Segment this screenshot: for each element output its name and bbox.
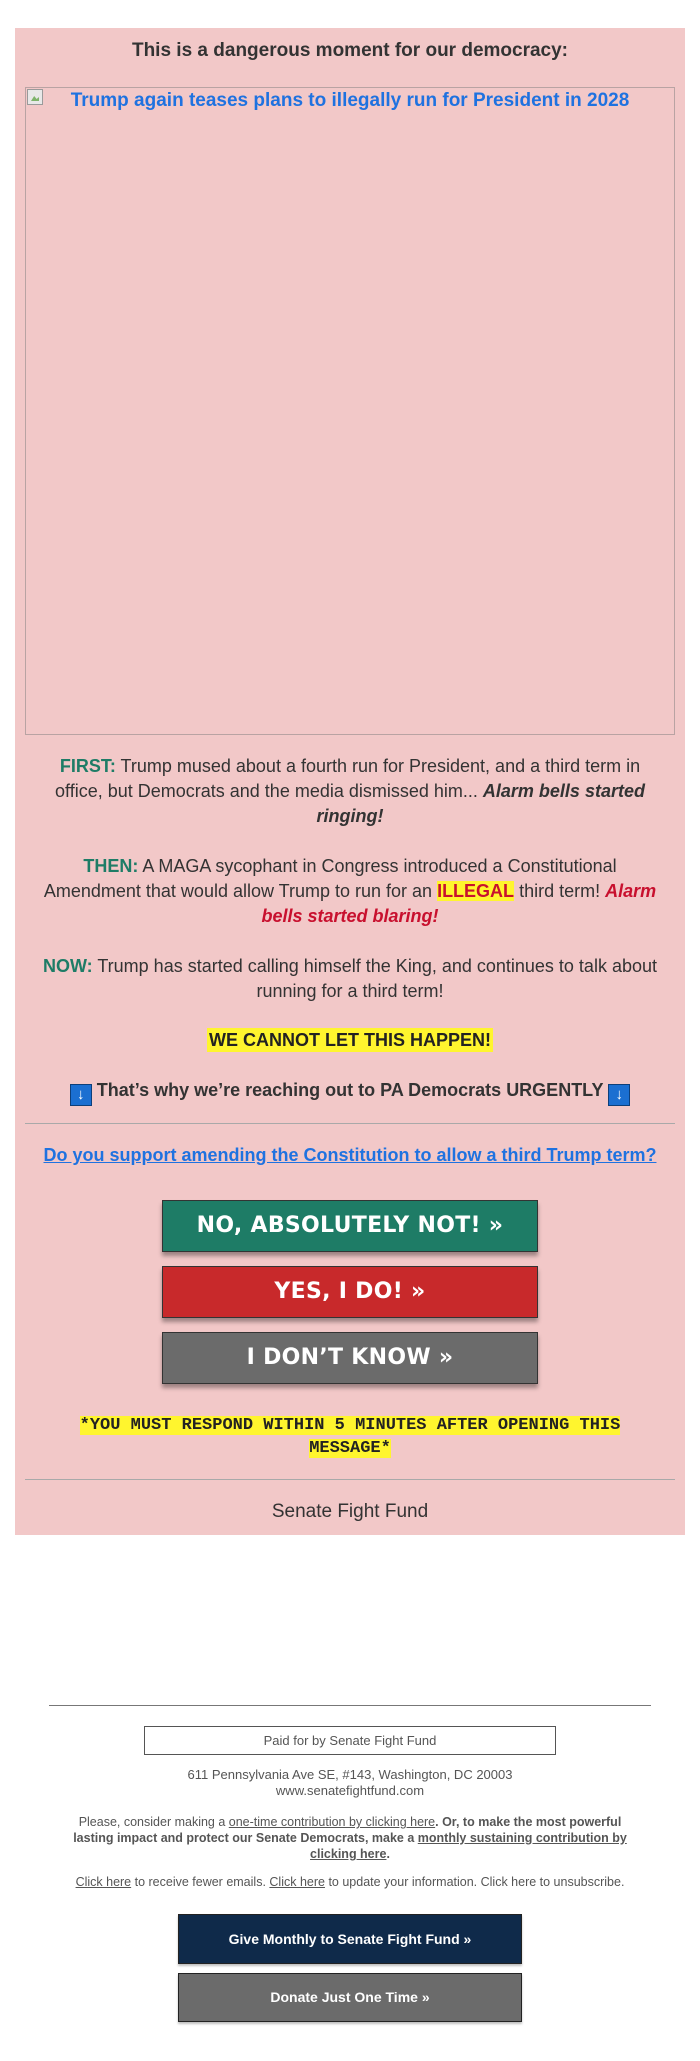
down-arrow-icon: ↓: [70, 1084, 92, 1106]
contribution-appeal: [70, 1814, 630, 1862]
first-lead: FIRST:: [59, 756, 116, 776]
first-emphasis: Alarm bells started ringing!: [316, 781, 645, 826]
update-info-text: to update your information. Click here to unsubscribe.: [324, 1875, 625, 1889]
now-lead: NOW:: [43, 956, 93, 976]
illegal-highlight: ILLEGAL: [437, 881, 515, 901]
first-paragraph: [35, 754, 665, 829]
vote-no-button[interactable]: NO, ABSOLUTELY NOT! »: [162, 1200, 538, 1252]
vote-yes-button[interactable]: YES, I DO! »: [162, 1266, 538, 1318]
monthly-contribution-link[interactable]: monthly sustaining contribution by clicking here: [310, 1831, 627, 1861]
cannot-let-happen: [15, 1030, 685, 1051]
consider-mid: . Or, to make the most powerful lasting impact and protect our Senate Democrats, make a: [73, 1815, 622, 1845]
response-deadline: [55, 1414, 645, 1460]
hero-image[interactable]: [25, 87, 675, 735]
one-time-contribution-link[interactable]: one-time contribution by clicking here: [228, 1815, 436, 1829]
address-block: [0, 1767, 700, 1799]
email-preferences: [0, 1875, 700, 1889]
consider-prefix: Please, consider making a: [78, 1815, 229, 1829]
first-text: Trump mused about a fourth run for President, and a third term in office, but Democrats and the media dismissed him...: [55, 756, 641, 801]
down-arrow-icon: ↓: [608, 1084, 630, 1106]
now-text: Trump has started calling himself the King, and continues to talk about running for a third term!: [92, 956, 657, 1001]
cannot-highlight: WE CANNOT LET THIS HAPPEN!: [209, 1030, 491, 1050]
signature: Senate Fight Fund: [271, 1501, 429, 1522]
email-content-panel: [15, 28, 685, 1535]
reaching-out-line: [15, 1080, 685, 1106]
headline: This is a dangerous moment for our democracy:: [131, 40, 569, 61]
footer-divider: [49, 1705, 651, 1706]
now-paragraph: [35, 954, 665, 1004]
fewer-emails-link[interactable]: Click here: [75, 1875, 132, 1889]
hero-image-alt-link[interactable]: Trump again teases plans to illegally run for President in 2028: [70, 90, 630, 111]
then-text-before: A MAGA sycophant in Congress introduced a Constitutional Amendment that would allow Trump to run for an: [43, 856, 617, 901]
reaching-text: That’s why we’re reaching out to PA Democrats URGENTLY: [91, 1080, 609, 1100]
fewer-emails-text: to receive fewer emails.: [131, 1875, 270, 1889]
divider: [25, 1123, 675, 1124]
then-text-after: third term!: [514, 881, 606, 901]
deadline-highlight: *YOU MUST RESPOND WITHIN 5 MINUTES AFTER OPENING THIS MESSAGE*: [79, 1416, 621, 1458]
survey-question-link[interactable]: Do you support amending the Constitution to allow a third Trump term?: [43, 1145, 657, 1165]
donate-once-button[interactable]: Donate Just One Time »: [178, 1973, 522, 2022]
website: www.senatefightfund.com: [275, 1783, 425, 1798]
divider: [25, 1479, 675, 1480]
then-lead: THEN:: [83, 856, 139, 876]
consider-suffix: .: [386, 1847, 390, 1861]
update-info-link[interactable]: Click here: [269, 1875, 325, 1889]
vote-dont-know-button[interactable]: I DON’T KNOW »: [162, 1332, 538, 1384]
street-address: 611 Pennsylvania Ave SE, #143, Washington, DC 20003: [187, 1767, 513, 1782]
then-emphasis: Alarm bells started blaring!: [261, 881, 657, 926]
then-paragraph: [35, 854, 665, 929]
give-monthly-button[interactable]: Give Monthly to Senate Fight Fund »: [178, 1914, 522, 1964]
paid-for-disclaimer: Paid for by Senate Fight Fund: [144, 1726, 556, 1755]
